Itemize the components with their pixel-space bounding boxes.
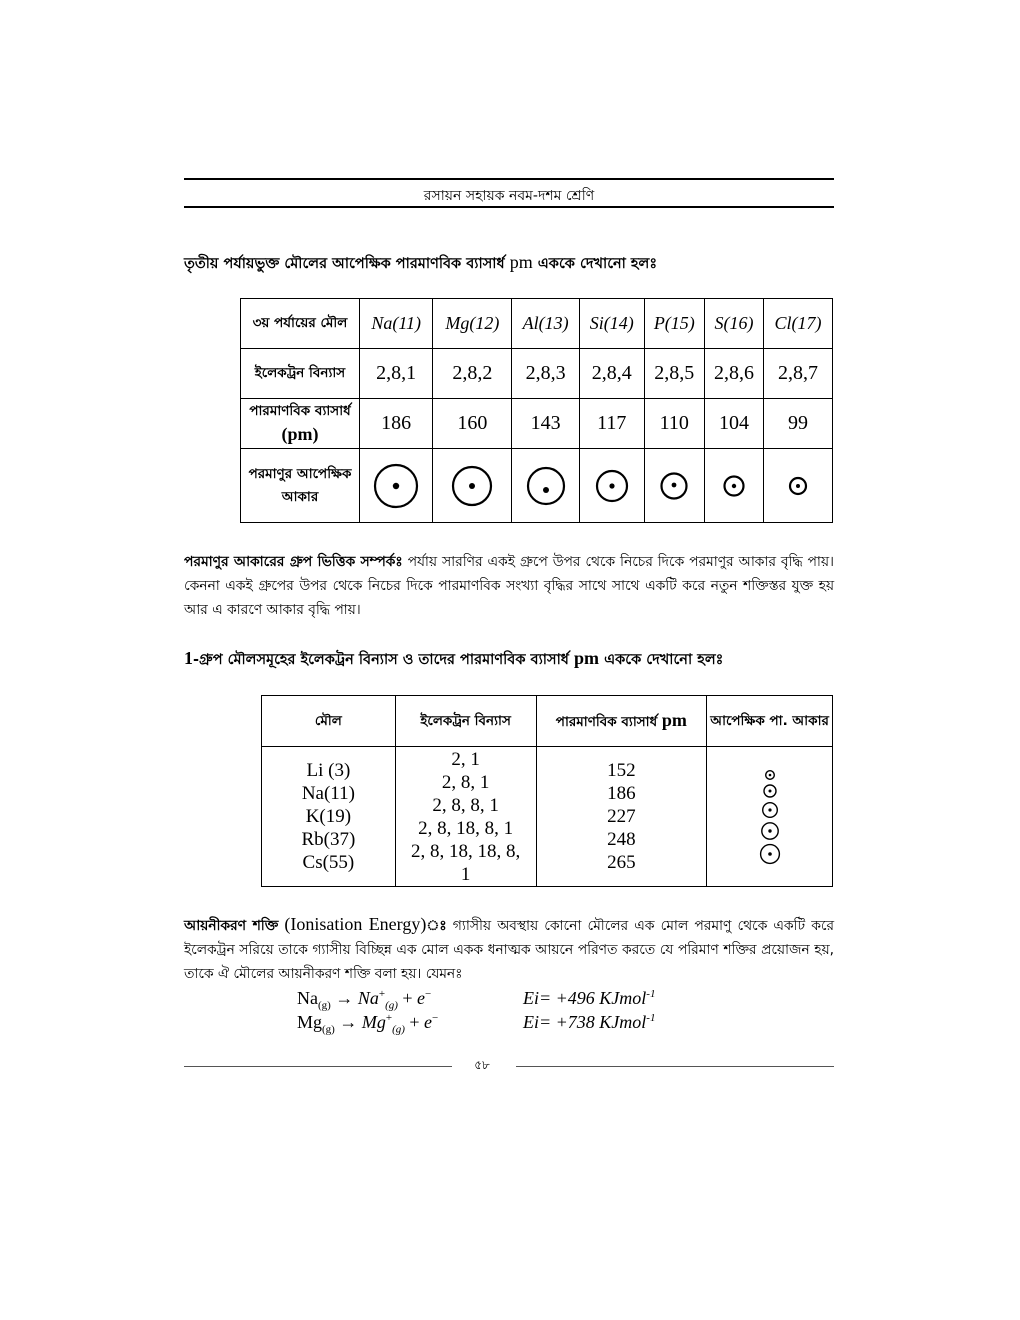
element-name: Na(11) — [301, 783, 355, 804]
element-cell: P(15) — [644, 299, 704, 349]
config-cell: 2,8,7 — [763, 349, 832, 399]
header-top-rule — [184, 178, 834, 180]
atom-size-list-cell — [707, 747, 833, 887]
atom-circle-icon — [762, 783, 778, 799]
atom-circle-icon — [371, 461, 421, 511]
config-list-cell — [395, 747, 536, 887]
element-cell: Si(14) — [579, 299, 644, 349]
period3-element-row — [241, 299, 833, 349]
row-header-config: ইলেকট্রন বিন্যাস — [241, 349, 360, 399]
atom-circle-icon — [759, 843, 781, 865]
config-cell: 2,8,1 — [360, 349, 433, 399]
radius-cell: 110 — [644, 399, 704, 449]
running-header: রসায়ন সহায়ক নবম-দশম শ্রেণি — [423, 188, 595, 204]
config-cell: 2,8,3 — [512, 349, 580, 399]
row-header-radius: পারমাণবিক ব্যাসার্ধ (pm) — [241, 399, 360, 449]
atom-circle-icon — [594, 468, 630, 504]
ionisation-paragraph: আয়নীকরণ শক্তি (Ionisation Energy)ঃ গ্যাসীয় অবস্থায় কোনো মৌলের এক মোল পরমাণু থেকে একটি করে ইলেকট্রন সরিয়ে তাকে গ্যাসীয় বিচ্ছিন্ন এক মোল একক ধনাত্মক আয়নে পরিণত করতে যে পরিমাণ শক্তির প্রয়োজন হয়, তাকে ঐ মৌলের আয়নীকরণ শক্তি বলা হয়। যেমনঃ — [184, 914, 834, 982]
radius-cell: 143 — [512, 399, 580, 449]
radius-value: 186 — [607, 783, 636, 804]
footer-left-line — [184, 1066, 452, 1067]
ei-na: Ei= +496 KJmol$^{-1}$ — [523, 988, 656, 1008]
atom-size-cell — [433, 449, 512, 523]
config-value: 2, 8, 8, 1 — [432, 794, 499, 816]
radius-cell: 99 — [763, 399, 832, 449]
element-name: K(19) — [305, 806, 352, 827]
section1-heading: তৃতীয় পর্যায়ভুক্ত মৌলের আপেক্ষিক পারমাণবিক ব্যাসার্ধ pm এককে দেখানো হলঃ — [184, 252, 658, 272]
period3-table — [240, 298, 833, 523]
element-name: Li (3) — [306, 760, 351, 781]
period3-size-row — [241, 449, 833, 523]
radius-list-cell — [536, 747, 707, 887]
group1-data-row — [262, 747, 833, 887]
atom-size-cell — [360, 449, 433, 523]
config-cell: 2,8,6 — [704, 349, 763, 399]
period3-radius-row — [241, 399, 833, 449]
config-value: 2, 1 — [451, 748, 480, 770]
atom-size-cell — [644, 449, 704, 523]
page-number: ৫৮ — [474, 1058, 490, 1072]
row-header-size: পরমাণুর আপেক্ষিক আকার — [241, 449, 360, 523]
row-header-element: ৩য় পর্যায়ের মৌল — [241, 299, 360, 349]
header-size: আপেক্ষিক পা. আকার — [707, 696, 833, 747]
config-value: 2, 8, 1 — [441, 771, 490, 793]
radius-value: 227 — [607, 806, 636, 827]
atom-size-cell — [579, 449, 644, 523]
element-cell: S(16) — [704, 299, 763, 349]
element-name: Cs(55) — [302, 852, 355, 873]
equation-mg: $Mg_{(g)} \to Mg^+_{(g)} + e^-$ — [297, 1012, 439, 1036]
ei-mg: Ei= +738 KJmol$^{-1}$ — [523, 1012, 656, 1032]
radius-value: 248 — [607, 829, 636, 850]
atom-circle-icon — [524, 464, 568, 508]
header-bottom-rule — [184, 206, 834, 208]
radius-cell: 186 — [360, 399, 433, 449]
section2-heading: 1-গ্রুপ মৌলসমূহের ইলেকট্রন বিন্যাস ও তাদের পারমাণবিক ব্যাসার্ধ pm এককে দেখানো হলঃ — [184, 648, 724, 668]
element-cell: Na(11) — [360, 299, 433, 349]
config-value: 2, 8, 18, 8, 1 — [418, 817, 514, 839]
radius-value: 152 — [607, 760, 636, 781]
atom-circle-icon — [658, 470, 690, 502]
header-config: ইলেকট্রন বিন্যাস — [395, 696, 536, 747]
atom-circle-icon — [449, 463, 495, 509]
atom-circle-icon — [761, 801, 779, 819]
config-value: 2, 8, 18, 18, 8, — [411, 840, 521, 862]
group1-table — [261, 695, 833, 887]
period3-config-row — [241, 349, 833, 399]
footer-right-line — [516, 1066, 834, 1067]
header-radius: পারমাণবিক ব্যাসার্ধ pm — [536, 696, 707, 747]
atom-circle-icon — [721, 473, 747, 499]
config-value: 1 — [460, 863, 471, 885]
radius-cell: 117 — [579, 399, 644, 449]
atom-size-cell — [704, 449, 763, 523]
equation-na: $Na_{(g)} \to Na^+_{(g)} + e^-$ — [297, 988, 432, 1012]
config-cell: 2,8,4 — [579, 349, 644, 399]
element-list-cell — [262, 747, 396, 887]
atom-circle-icon — [764, 769, 776, 781]
atom-circle-icon — [786, 474, 810, 498]
element-cell: Cl(17) — [763, 299, 832, 349]
element-cell: Mg(12) — [433, 299, 512, 349]
group-relation-paragraph: পরমাণুর আকারের গ্রুপ ভিত্তিক সম্পর্কঃ পর্যায় সারণির একই গ্রুপে উপর থেকে নিচের দিকে পরমাণুর আকার বৃদ্ধি পায়। কেননা একই গ্রুপের উপর থেকে নিচের দিকে পারমাণবিক সংখ্যা বৃদ্ধির সাথে সাথে একটি করে নতুন শক্তিস্তর যুক্ত হয় আর এ কারণে আকার বৃদ্ধি পায়। — [184, 554, 834, 618]
element-name: Rb(37) — [301, 829, 356, 850]
atom-size-cell — [512, 449, 580, 523]
element-cell: Al(13) — [512, 299, 580, 349]
radius-value: 265 — [607, 852, 636, 873]
header-element: মৌল — [262, 696, 396, 747]
group1-header-row — [262, 696, 833, 747]
radius-cell: 104 — [704, 399, 763, 449]
atom-circle-icon — [760, 821, 780, 841]
config-cell: 2,8,5 — [644, 349, 704, 399]
atom-size-cell — [763, 449, 832, 523]
radius-cell: 160 — [433, 399, 512, 449]
config-cell: 2,8,2 — [433, 349, 512, 399]
